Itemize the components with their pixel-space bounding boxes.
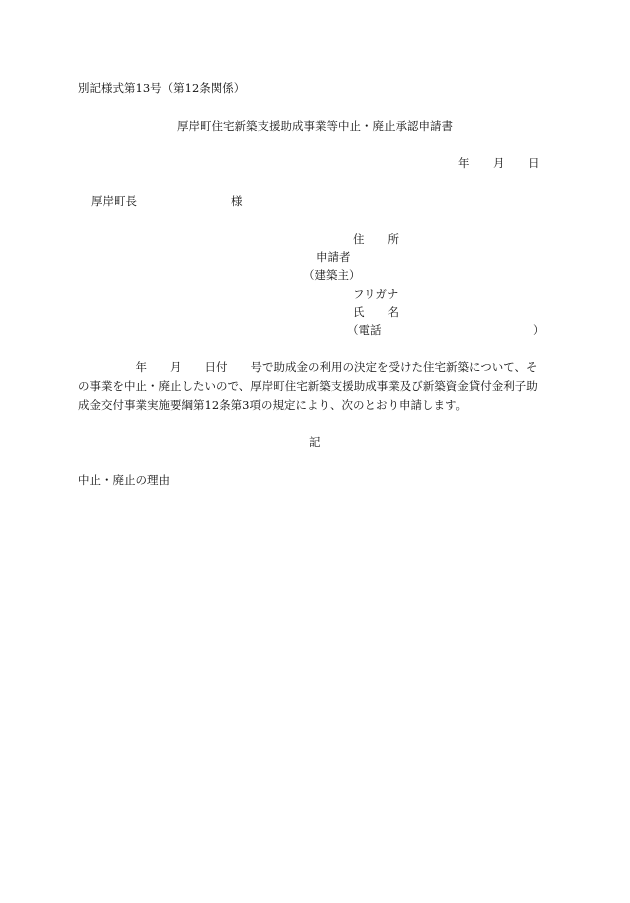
statement-line-2: の事業を中止・廃止したいので、厚岸町住宅新築支援助成事業及び新築資金貸付金利子助 — [78, 379, 538, 393]
furigana-label: フリガナ — [353, 287, 399, 301]
applicant-label: 申請者 — [316, 250, 351, 264]
date-day-label: 日 — [528, 156, 540, 170]
addressee-honorific: 様 — [231, 194, 243, 208]
phone-label: （電話 — [347, 323, 382, 337]
phone-close-paren: ） — [533, 323, 545, 337]
name-label: 氏 名 — [353, 305, 399, 319]
statement-line-3: 成金交付事業実施要綱第12条第3項の規定により、次のとおり申請します。 — [78, 398, 468, 412]
ki-heading: 記 — [309, 435, 321, 449]
builder-label: （建築主） — [303, 268, 361, 282]
application-statement — [78, 358, 558, 415]
date-year-label: 年 — [458, 156, 470, 170]
reason-label: 中止・廃止の理由 — [78, 473, 170, 487]
address-label: 住 所 — [353, 232, 399, 246]
date-month-label: 月 — [493, 156, 505, 170]
document-title: 厚岸町住宅新築支援助成事業等中止・廃止承認申請書 — [177, 119, 453, 133]
addressee-name: 厚岸町長 — [91, 194, 137, 208]
form-number: 別記様式第13号（第12条関係） — [78, 81, 246, 95]
statement-line-1: 年 月 日付 号で助成金の利用の決定を受けた住宅新築について、そ — [78, 360, 538, 374]
